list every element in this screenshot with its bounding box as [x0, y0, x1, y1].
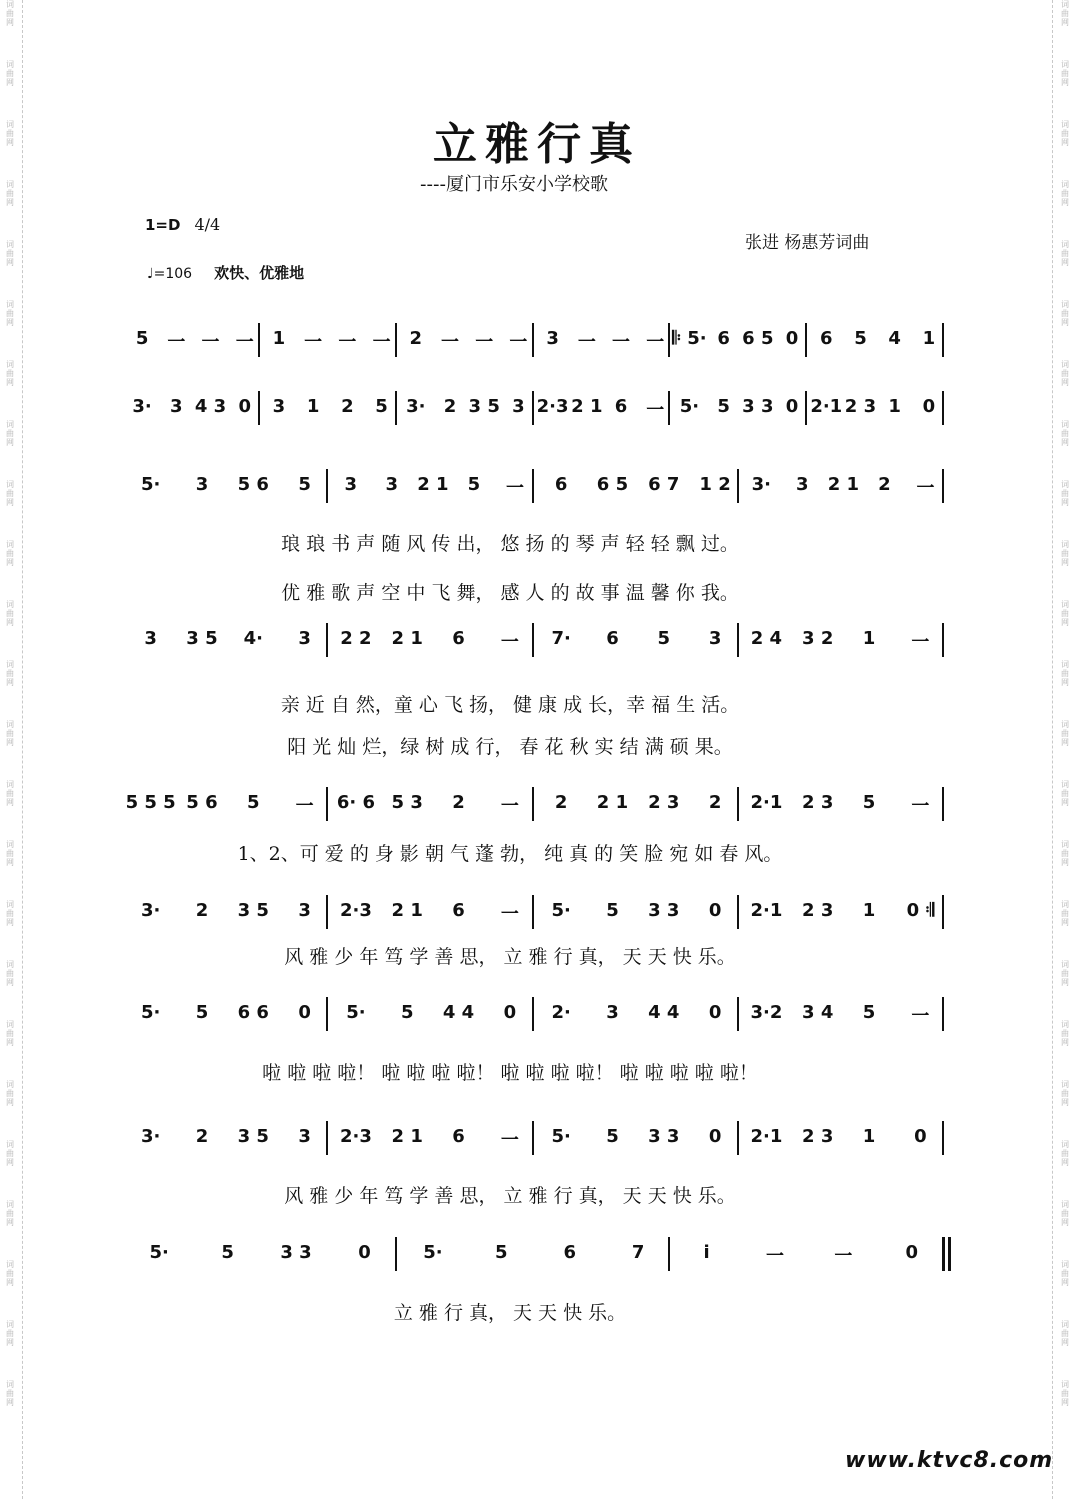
note-group: 3 [298, 628, 311, 649]
side-watermark: 词 曲 网 [1061, 660, 1069, 687]
note-group: 一 [612, 332, 631, 353]
note-group: 6 [614, 396, 628, 417]
note-group: 5· [140, 1002, 161, 1023]
lyric-line: 亲 近 自 然，童 心 飞 扬， 健 康 成 长，幸 福 生 活。 [280, 694, 740, 716]
note-group: 0 [922, 396, 936, 417]
side-watermark: 词 曲 网 [6, 1140, 14, 1167]
side-watermark: 词 曲 网 [6, 540, 14, 567]
note-group: 5 [221, 1242, 234, 1263]
bar-line [737, 1121, 739, 1155]
note-group: 一 [500, 1130, 519, 1151]
note-group: 5 [862, 792, 876, 813]
note-group: 2 1 [417, 474, 449, 495]
side-watermark: 词 曲 网 [1061, 1320, 1069, 1347]
note-group: 1 [306, 396, 320, 417]
note-group: 5 6 [186, 792, 218, 813]
bar-line [668, 1237, 670, 1271]
note-group: 3 5 [186, 628, 218, 649]
note-group: 2· [551, 1002, 571, 1023]
side-watermark: 词 曲 网 [1061, 540, 1069, 567]
note-group: 2·3 [339, 1126, 372, 1147]
note-group: 2 [341, 396, 354, 417]
side-watermark: 词 曲 网 [6, 60, 14, 87]
note-group: 3 3 [648, 1126, 680, 1147]
note-group: 一 [765, 1246, 784, 1267]
note-group: 3 [385, 474, 399, 495]
note-group: 2·1 [750, 792, 783, 813]
note-group: 一 [475, 332, 494, 353]
left-dashed-border [22, 0, 24, 1499]
note-group: 3· [140, 900, 161, 921]
note-group: 5 [375, 396, 388, 417]
note-group: 6 [452, 1126, 465, 1147]
side-watermark: 词 曲 网 [6, 960, 14, 987]
side-watermark: 词 曲 网 [6, 900, 14, 927]
note-group: 5· [551, 1126, 571, 1147]
note-group: 一 [500, 904, 519, 925]
bar-line [258, 323, 260, 357]
note-group: 一 [304, 332, 323, 353]
note-group: 5· [679, 396, 700, 417]
side-watermark: 词 曲 网 [6, 180, 14, 207]
note-group: 0 [238, 396, 251, 417]
note-group: 3 3 [280, 1242, 312, 1263]
bar-line [326, 787, 328, 821]
note-group: 6 5 [742, 328, 774, 349]
side-watermark: 词 曲 网 [1061, 1020, 1069, 1047]
bar-line [326, 623, 328, 657]
note-group: 3 [708, 628, 722, 649]
note-group: 0 [708, 1002, 722, 1023]
note-group: 一 [500, 796, 519, 817]
side-watermark: 词 曲 网 [1061, 60, 1069, 87]
note-group: 3 [272, 396, 286, 417]
bar-line [668, 391, 670, 425]
note-group: 6 [606, 628, 619, 649]
bar-line [737, 895, 739, 929]
note-group: 5· [346, 1002, 366, 1023]
note-group: 2 [554, 792, 568, 813]
note-group: 0 [905, 1242, 919, 1263]
lyric-line: 风 雅 少 年 笃 学 善 思， 立 雅 行 真， 天 天 快 乐。 [284, 1185, 736, 1207]
note-group: 2 2 [340, 628, 372, 649]
note-group: 6 [452, 900, 465, 921]
bar-line [737, 997, 739, 1031]
tempo-value: ♩=106 [147, 266, 193, 282]
note-group: 2 4 [750, 628, 783, 649]
note-group: 4 4 [648, 1002, 680, 1023]
side-watermark: 词 曲 网 [6, 1320, 14, 1347]
note-group: 3 5 [237, 900, 269, 921]
note-group: 6 [563, 1242, 576, 1263]
bar-line [326, 469, 328, 503]
note-group: 一 [338, 332, 357, 353]
note-group: 2 1 [596, 792, 629, 813]
bar-line [532, 391, 534, 425]
side-watermark: 词 曲 网 [1061, 780, 1069, 807]
side-watermark: 词 曲 网 [6, 720, 14, 747]
note-group: 0 [708, 900, 722, 921]
note-group: 一 [911, 796, 930, 817]
note-group: 3 [195, 474, 209, 495]
note-group: 3 2 [802, 628, 834, 649]
bar-line [737, 623, 739, 657]
bar-line [805, 391, 807, 425]
key-signature: 1=D [145, 216, 181, 234]
bar-line [668, 323, 670, 357]
note-group: 5 [862, 1002, 876, 1023]
note-group: 3· [406, 396, 426, 417]
note-group: 0 [358, 1242, 371, 1263]
note-group: 2 1 [391, 1126, 423, 1147]
note-group: 1 [922, 328, 936, 349]
note-group: 3 [546, 328, 559, 349]
note-group: 3· [132, 396, 152, 417]
note-group: 6 6 [237, 1002, 269, 1023]
bar-line [942, 469, 944, 503]
note-group: 6 [717, 328, 730, 349]
bar-line [942, 997, 944, 1031]
note-group: 3 [606, 1002, 619, 1023]
side-watermark: 词 曲 网 [1061, 120, 1069, 147]
note-group: 6 [820, 328, 833, 349]
side-watermark: 词 曲 网 [6, 600, 14, 627]
note-group: 0 [503, 1002, 517, 1023]
note-group: 3 [298, 900, 311, 921]
note-group: 3 [170, 396, 183, 417]
note-group: 一 [167, 332, 186, 353]
note-group: 2 [452, 792, 465, 813]
side-watermark: 词 曲 网 [6, 1380, 14, 1407]
bar-line [532, 469, 534, 503]
note-group: 4 3 [194, 396, 227, 417]
note-group: 1 [862, 1126, 876, 1147]
bar-line [532, 323, 534, 357]
note-group: 4 4 [442, 1002, 475, 1023]
side-watermark: 词 曲 网 [6, 780, 14, 807]
note-group: 2 3 [802, 900, 834, 921]
lyric-line: 阳 光 灿 烂，绿 树 成 行， 春 花 秋 实 结 满 硕 果。 [287, 736, 733, 758]
time-signature: 4/4 [194, 215, 221, 234]
note-group: 2 1 [391, 900, 423, 921]
note-group: 3· [140, 1126, 161, 1147]
bar-line [942, 623, 944, 657]
note-group: 5 [854, 328, 867, 349]
note-group: 2 1 [391, 628, 423, 649]
lyric-line: 琅 琅 书 声 随 风 传 出， 悠 扬 的 琴 声 轻 轻 飘 过。 [281, 533, 739, 555]
bar-line [532, 895, 534, 929]
note-group: 2·1 [750, 1126, 783, 1147]
note-group: 5 [606, 900, 619, 921]
note-group: 2 3 [802, 1126, 834, 1147]
side-watermark: 词 曲 网 [1061, 240, 1069, 267]
note-group: 一 [235, 332, 254, 353]
note-group: 2·3 [536, 396, 569, 417]
side-watermark: 词 曲 网 [1061, 960, 1069, 987]
note-group: 一 [834, 1246, 853, 1267]
bar-line [805, 323, 807, 357]
side-watermark: 词 曲 网 [1061, 180, 1069, 207]
note-group: 一 [577, 332, 596, 353]
note-group: 5· [140, 474, 161, 495]
note-group: 6 5 [596, 474, 629, 495]
note-group: 7· [551, 628, 571, 649]
side-watermark: 词 曲 网 [1061, 1260, 1069, 1287]
bar-line [942, 1121, 944, 1155]
note-group: 3 [512, 396, 525, 417]
note-group: 一 [500, 632, 519, 653]
note-group: 0 𝄇 [906, 900, 935, 921]
note-group: 2 [878, 474, 891, 495]
side-watermark: 词 曲 网 [6, 240, 14, 267]
song-subtitle: ----厦门市乐安小学校歌 [420, 174, 608, 195]
side-watermark: 词 曲 网 [6, 840, 14, 867]
note-group: 0 [914, 1126, 927, 1147]
side-watermark: 词 曲 网 [6, 0, 14, 27]
bar-line [532, 787, 534, 821]
note-group: 一 [295, 796, 314, 817]
note-group: 5 [247, 792, 260, 813]
note-group: 1 2 [699, 474, 731, 495]
side-watermark: 词 曲 网 [1061, 300, 1069, 327]
bar-line [532, 1121, 534, 1155]
note-group: 5 [717, 396, 730, 417]
note-group: 0 [298, 1002, 311, 1023]
note-group: 2 3 [844, 396, 877, 417]
note-group: 2 1 [827, 474, 860, 495]
note-group: 2 3 [802, 792, 834, 813]
key-and-meter [145, 215, 220, 234]
note-group: 5· [551, 900, 571, 921]
right-watermark-column [1058, 0, 1072, 1440]
note-group: 1 [888, 396, 901, 417]
note-group: 3 3 [648, 900, 680, 921]
side-watermark: 词 曲 网 [6, 420, 14, 447]
side-watermark: 词 曲 网 [1061, 1380, 1069, 1407]
side-watermark: 词 曲 网 [1061, 840, 1069, 867]
side-watermark: 词 曲 网 [6, 1260, 14, 1287]
note-group: 2 [409, 328, 423, 349]
note-group: 一 [916, 478, 935, 499]
note-group: 3 [796, 474, 809, 495]
bar-line [532, 997, 534, 1031]
note-group: 2 [443, 396, 457, 417]
note-group: 2 1 [571, 396, 603, 417]
bar-line [737, 787, 739, 821]
note-group: 一 [201, 332, 220, 353]
note-group: 0 [785, 328, 799, 349]
tempo-marking [147, 262, 304, 283]
note-group: 7 [631, 1242, 645, 1263]
note-group: 3 3 [742, 396, 774, 417]
bar-line [942, 391, 944, 425]
note-group: 3 [344, 474, 358, 495]
side-watermark: 词 曲 网 [1061, 1140, 1069, 1167]
note-group: 一 [646, 400, 665, 421]
side-watermark: 词 曲 网 [6, 1080, 14, 1107]
note-group: 2 [708, 792, 722, 813]
note-group: 一 [440, 332, 459, 353]
composer-credits: 张进 杨惠芳词曲 [745, 233, 870, 253]
note-group: 3 5 [468, 396, 500, 417]
lyric-line: 风 雅 少 年 笃 学 善 思， 立 雅 行 真， 天 天 快 乐。 [284, 946, 736, 968]
note-group: 0 [785, 396, 799, 417]
note-group: 5· [423, 1242, 443, 1263]
note-group: 一 [505, 478, 524, 499]
side-watermark: 词 曲 网 [1061, 1080, 1069, 1107]
side-watermark: 词 曲 网 [1061, 360, 1069, 387]
note-group: 1 [272, 328, 286, 349]
note-group: 5 5 5 [125, 792, 176, 813]
note-group: 6 7 [648, 474, 680, 495]
left-watermark-column [3, 0, 17, 1440]
side-watermark: 词 曲 网 [6, 1200, 14, 1227]
side-watermark: 词 曲 网 [1061, 480, 1069, 507]
note-group: 一 [911, 632, 930, 653]
side-watermark: 词 曲 网 [6, 120, 14, 147]
side-watermark: 词 曲 网 [1061, 0, 1069, 27]
side-watermark: 词 曲 网 [6, 1020, 14, 1047]
note-group: 5· [149, 1242, 169, 1263]
right-dashed-border [1052, 0, 1054, 1499]
lyric-line: 立 雅 行 真， 天 天 快 乐。 [393, 1302, 627, 1324]
bar-line [942, 1237, 945, 1271]
note-group: 3 [144, 628, 157, 649]
bar-line [258, 391, 260, 425]
note-group: 2·1 [750, 900, 783, 921]
note-group: 2 [195, 1126, 209, 1147]
side-watermark: 词 曲 网 [1061, 420, 1069, 447]
note-group: 5 [298, 474, 311, 495]
note-group: 3 [298, 1126, 311, 1147]
note-group: 1 [862, 900, 876, 921]
note-group: 2 [195, 900, 209, 921]
note-group: 3· [751, 474, 771, 495]
note-group: 5 6 [237, 474, 269, 495]
side-watermark: 词 曲 网 [6, 660, 14, 687]
note-group: i [703, 1242, 710, 1263]
bar-line [532, 623, 534, 657]
note-group: 5 [135, 328, 149, 349]
bar-line [395, 1237, 397, 1271]
note-group: 0 [708, 1126, 722, 1147]
note-group: 3 5 [237, 1126, 269, 1147]
note-group: 2·1 [810, 396, 843, 417]
bar-line [395, 323, 397, 357]
bar-line [326, 997, 328, 1031]
note-group: 5 [657, 628, 671, 649]
note-group: 3·2 [750, 1002, 783, 1023]
note-group: 6 [452, 628, 465, 649]
note-group: 𝄆 5· [672, 328, 707, 349]
bar-line [737, 469, 739, 503]
bar-line [942, 787, 944, 821]
note-group: 一 [372, 332, 391, 353]
side-watermark: 词 曲 网 [1061, 900, 1069, 927]
bar-line [942, 323, 944, 357]
side-watermark: 词 曲 网 [6, 480, 14, 507]
note-group: 5 3 [391, 792, 423, 813]
site-watermark: www.ktvc8.com [845, 1448, 1054, 1473]
note-group: 一 [509, 332, 528, 353]
note-group: 3 4 [802, 1002, 834, 1023]
note-group: 1 [862, 628, 876, 649]
note-group: 2·3 [339, 900, 372, 921]
note-group: 2 3 [648, 792, 680, 813]
note-group: 一 [646, 332, 665, 353]
bar-line [326, 1121, 328, 1155]
note-group: 6 [554, 474, 568, 495]
side-watermark: 词 曲 网 [6, 300, 14, 327]
note-group: 5 [195, 1002, 209, 1023]
note-group: 5 [467, 474, 481, 495]
side-watermark: 词 曲 网 [1061, 600, 1069, 627]
song-title: 立雅行真 [433, 119, 641, 170]
note-group: 4· [243, 628, 263, 649]
lyric-line: 优 雅 歌 声 空 中 飞 舞， 感 人 的 故 事 温 馨 你 我。 [281, 582, 739, 604]
side-watermark: 词 曲 网 [1061, 1200, 1069, 1227]
bar-line [942, 895, 944, 929]
expression-marking: 欢快、优雅地 [214, 264, 305, 282]
note-group: 4 [888, 328, 901, 349]
side-watermark: 词 曲 网 [1061, 720, 1069, 747]
lyric-line: 1、2、可 爱 的 身 影 朝 气 蓬 勃， 纯 真 的 笑 脸 宛 如 春 风。 [237, 843, 783, 865]
bar-line [326, 895, 328, 929]
note-group: 一 [911, 1006, 930, 1027]
note-group: 6· 6 [336, 792, 375, 813]
note-group: 5 [606, 1126, 619, 1147]
lyric-line: 啦 啦 啦 啦！ 啦 啦 啦 啦！ 啦 啦 啦 啦！ 啦 啦 啦 啦 啦！ [262, 1062, 758, 1084]
bar-line [395, 391, 397, 425]
side-watermark: 词 曲 网 [6, 360, 14, 387]
note-group: 5 [400, 1002, 414, 1023]
note-group: 5 [495, 1242, 508, 1263]
